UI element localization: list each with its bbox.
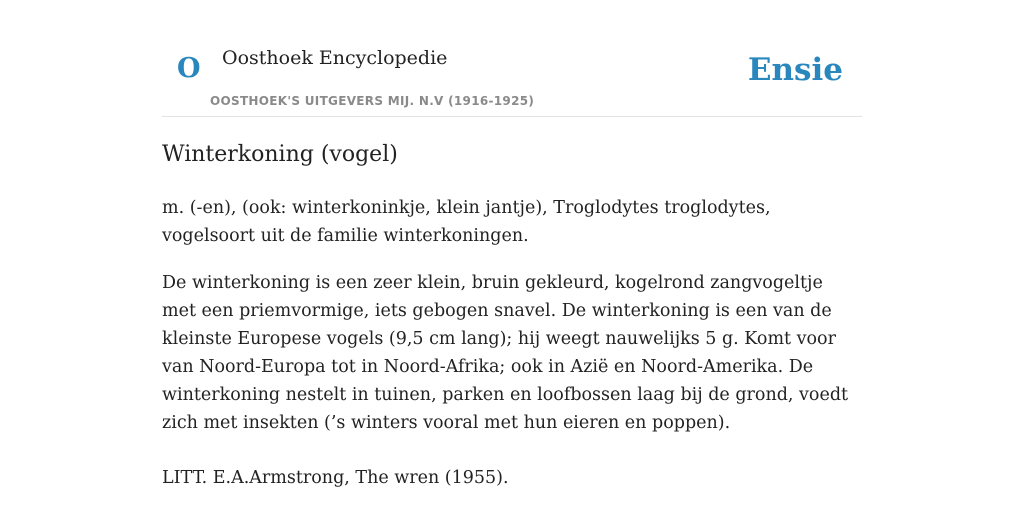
entry-description: De winterkoning is een zeer klein, bruin gekleurd, kogelrond zangvogeltje met een priemvormige, iets gebogen snavel. De winterkoning is een van de kleinste Europese vogels (9,5 cm lang); hij weegt nauwelijks 5 g. Komt voor van Noord-Europa tot in Noord-Afrika; ook in Azië en Noord-Amerika. De winterkoning nestelt in tuinen, parken en loofbossen laag bij de grond, voedt zich met insekten (’s winters vooral met hun eieren en poppen).	[162, 273, 849, 433]
entry-definition: m. (-en), (ook: winterkoninkje, klein jantje), Troglodytes troglodytes, vogelsoort uit de familie winterkoningen.	[162, 198, 771, 246]
source-subtitle: OOSTHOEK'S UITGEVERS MIJ. N.V (1916-1925)	[210, 94, 535, 108]
source-title-link[interactable]: Oosthoek Encyclopedie	[222, 47, 448, 69]
entry-literature: LITT. E.A.Armstrong, The wren (1955).	[162, 468, 509, 488]
entry-content	[162, 138, 862, 511]
entry-title: Winterkoning (vogel)	[162, 142, 398, 167]
source-header	[162, 0, 862, 117]
source-logo-icon[interactable]: O	[177, 53, 201, 84]
ensie-logo-link[interactable]: Ensie	[747, 52, 843, 88]
